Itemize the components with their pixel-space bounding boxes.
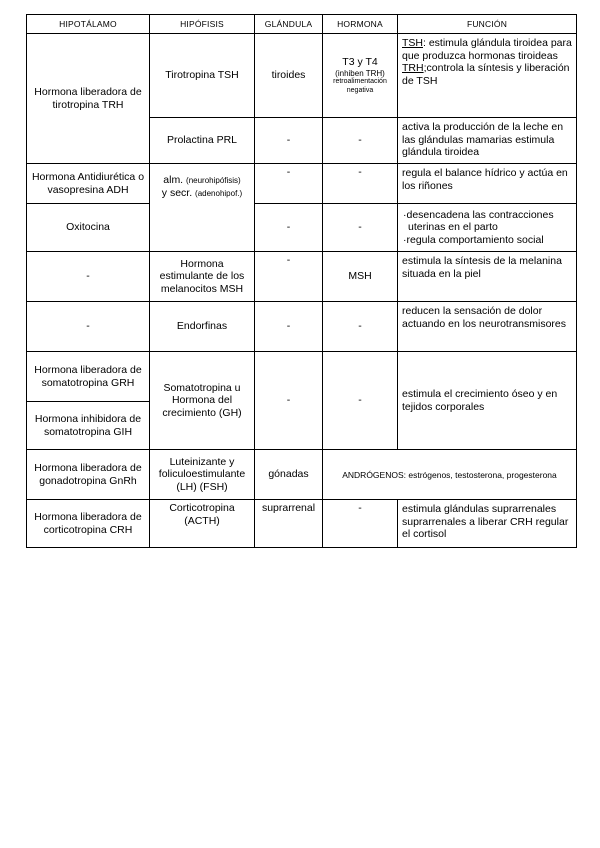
cell-hormona-prl: - [323,118,398,164]
cell-hormona-gnrh [323,450,577,500]
table-row [27,302,577,352]
cell-hipotalamo-endorfinas: - [27,302,150,352]
cell-hipotalamo-trh: Hormona liberadora de tirotropina TRH [27,34,150,164]
hipofisis-secr-note: (adenohipof.) [195,188,243,198]
cell-hipotalamo-gnrh: Hormona liberadora de gonadotropina GnRh [27,450,150,500]
hormone-table [26,14,577,548]
cell-glandula-endorfinas: - [255,302,323,352]
hipofisis-alm-note: (neurohipófisis) [186,176,241,185]
funcion-text-tsh: : estimula glándula tiroidea para que produzca hormonas tiroideas [402,37,572,62]
cell-hipotalamo-crh: Hormona liberadora de corticotropina CRH [27,500,150,548]
androgenos-text: estrógenos, testosterona, progesterona [408,469,557,480]
header-hormona: HORMONA [323,15,398,34]
cell-funcion-endorfinas: reducen la sensación de dolor actuando en los neurotransmisores [398,302,577,352]
table-row [27,352,577,402]
hormona-note: (inhiben TRH) [335,68,385,78]
cell-hormona-oxitocina: - [323,204,398,252]
cell-hipotalamo-oxitocina: Oxitocina [27,204,150,252]
table-row [27,450,577,500]
cell-hipotalamo-adh: Hormona Antidiurética o vasopresina ADH [27,164,150,204]
cell-hipofisis-msh: Hormona estimulante de los melanocitos MSH [150,252,255,302]
cell-hipofisis-prl: Prolactina PRL [150,118,255,164]
hipofisis-alm: alm. [163,174,184,186]
cell-hipofisis-endorfinas: Endorfinas [150,302,255,352]
list-item: ·desencadena las contracciones uterinas en el parto [403,208,554,234]
cell-hipofisis-gh: Somatotropina u Hormona del crecimiento (GH) [150,352,255,450]
funcion-abbr-trh: TRH [402,62,424,74]
cell-glandula-gnrh: gónadas [255,450,323,500]
cell-hipotalamo-gih: Hormona inhibidora de somatotropina GIH [27,402,150,450]
cell-funcion-prl: activa la producción de la leche en las glándulas mamarias estimula glándula tiroidea [398,118,577,164]
cell-glandula-oxitocina: - [255,204,323,252]
header-funcion: FUNCIÓN [398,15,577,34]
cell-funcion-msh: estimula la síntesis de la melanina situada en la piel [398,252,577,302]
table-row [27,164,577,204]
cell-funcion-crh: estimula glándulas suprarrenales suprarrenales a liberar CRH regular el cortisol [398,500,577,548]
cell-hipofisis-adh-oxi [150,164,255,252]
cell-hipofisis-gnrh: Luteinizante y foliculoestimulante (LH) (FSH) [150,450,255,500]
androgenos-label: ANDRÓGENOS: [342,469,406,480]
hipofisis-secr: y secr. [161,186,193,199]
header-hipofisis: HIPÓFISIS [150,15,255,34]
cell-funcion-tsh [398,34,577,118]
cell-glandula-tsh: tiroides [255,34,323,118]
table-row [27,500,577,548]
header-glandula: GLÁNDULA [255,15,323,34]
funcion-text-trh: ;controla la síntesis y liberación de TSH [402,62,570,87]
cell-hormona-tsh [323,34,398,118]
cell-hormona-crh: - [323,500,398,548]
table-row [27,204,577,252]
cell-hipofisis-tsh: Tirotropina TSH [150,34,255,118]
cell-funcion-gh: estimula el crecimiento óseo y en tejidos corporales [398,352,577,450]
cell-hipofisis-crh: Corticotropina (ACTH) [150,500,255,548]
cell-hormona-gh: - [323,352,398,450]
cell-hormona-endorfinas: - [323,302,398,352]
table-row [27,34,577,118]
table-row [27,252,577,302]
header-hipotalamo: HIPOTÁLAMO [27,15,150,34]
hormona-main: T3 y T4 [342,56,378,68]
cell-hipotalamo-msh: - [27,252,150,302]
cell-glandula-msh: - [255,252,323,302]
cell-glandula-adh: - [255,164,323,204]
hormona-note-2: retroalimentación negativa [333,78,387,94]
cell-glandula-prl: - [255,118,323,164]
cell-funcion-adh: regula el balance hídrico y actúa en los riñones [398,164,577,204]
list-item: ·regula comportamiento social [403,233,544,246]
funcion-abbr-tsh: TSH [402,37,423,49]
cell-glandula-crh: suprarrenal [255,500,323,548]
cell-funcion-oxitocina [398,204,577,252]
header-row [27,15,577,34]
cell-glandula-gh: - [255,352,323,450]
cell-hormona-adh: - [323,164,398,204]
cell-hormona-msh: MSH [323,252,398,302]
cell-hipotalamo-grh: Hormona liberadora de somatotropina GRH [27,352,150,402]
